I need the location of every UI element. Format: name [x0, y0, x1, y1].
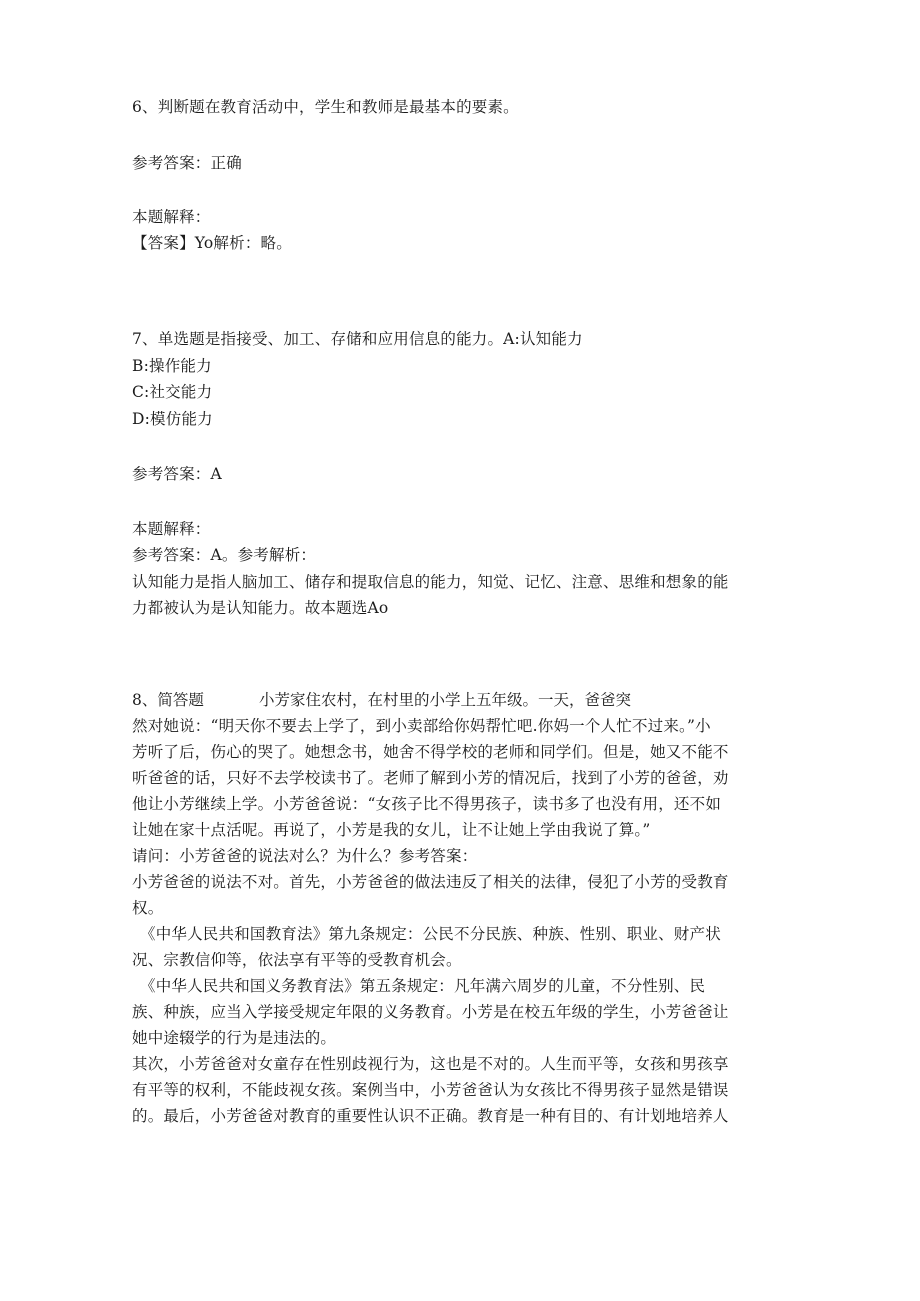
- q8-answer-line: 有平等的权利，不能歧视女孩。案例当中，小芳爸爸认为女孩比不得男孩子显然是错误: [132, 1081, 729, 1099]
- q7-explain-label: 本题解释：: [132, 520, 211, 538]
- q7-explain-ref: 参考答案：A。参考解析：: [132, 546, 317, 564]
- q6-question: 6、判断题在教育活动中，学生和教师是最基本的要素。: [132, 98, 519, 116]
- q8-answer-line: 小芳爸爸的说法不对。首先，小芳爸爸的做法违反了相关的法律，侵犯了小芳的受教育: [132, 873, 729, 891]
- q8-answer-line: 况、宗教信仰等，依法享有平等的受教育机会。: [132, 951, 462, 969]
- q8-lead: 小芳家住农村，在村里的小学上五年级。一天，爸爸突: [259, 691, 632, 709]
- q8-body-line: 芳听了后，伤心的哭了。她想念书，她舍不得学校的老师和同学们。但是，她又不能不: [132, 743, 729, 761]
- q8-law-citation: 《中华人民共和国义务教育法》第五条规定：凡年满六周岁的儿童，不分性别、民: [140, 977, 706, 995]
- q6-answer: 参考答案：正确: [132, 154, 242, 172]
- q7-explain-line: 力都被认为是认知能力。故本题选Ao: [132, 599, 389, 617]
- q8-question-prompt: 请问：小芳爸爸的说法对么？为什么？参考答案：: [132, 847, 478, 865]
- q6-explain-label: 本题解释：: [132, 208, 211, 226]
- q7-option-b: B:操作能力: [132, 357, 212, 375]
- q8-body-line: 然对她说：“明天你不要去上学了，到小卖部给你妈帮忙吧.你妈一个人忙不过来。”小: [132, 717, 711, 735]
- q8-answer-line: 权。: [132, 899, 164, 917]
- q8-answer-line: 的。最后，小芳爸爸对教育的重要性认识不正确。教育是一种有目的、有计划地培养人: [132, 1107, 729, 1125]
- q8-answer-line: 她中途辍学的行为是违法的。: [132, 1029, 337, 1047]
- q8-answer-line: 族、种族，应当入学接受规定年限的义务教育。小芳是在校五年级的学生，小芳爸爸让: [132, 1003, 729, 1021]
- q8-body-line: 他让小芳继续上学。小芳爸爸说：“女孩子比不得男孩子，读书多了也没有用，还不如: [132, 795, 722, 813]
- q6-explain: 【答案】Yo解析：略。: [132, 234, 292, 252]
- q8-law-citation: 《中华人民共和国教育法》第九条规定：公民不分民族、种族、性别、职业、财产状: [140, 925, 721, 943]
- q8-title: 8、简答题: [132, 691, 204, 709]
- q7-explain-line: 认知能力是指人脑加工、储存和提取信息的能力，知觉、记忆、注意、思维和想象的能: [132, 573, 729, 591]
- q7-question: 7、单选题是指接受、加工、存储和应用信息的能力。A:认知能力: [132, 330, 583, 348]
- q7-answer: 参考答案：A: [132, 465, 222, 483]
- q7-option-d: D:模仿能力: [132, 410, 213, 428]
- q8-answer-line: 其次，小芳爸爸对女童存在性别歧视行为，这也是不对的。人生而平等，女孩和男孩享: [132, 1055, 729, 1073]
- q7-option-c: C:社交能力: [132, 383, 213, 401]
- q8-body-line: 让她在家十点活呢。再说了，小芳是我的女儿，让不让她上学由我说了算。”: [132, 821, 651, 839]
- q8-body-line: 听爸爸的话，只好不去学校读书了。老师了解到小芳的情况后，找到了小芳的爸爸，劝: [132, 769, 729, 787]
